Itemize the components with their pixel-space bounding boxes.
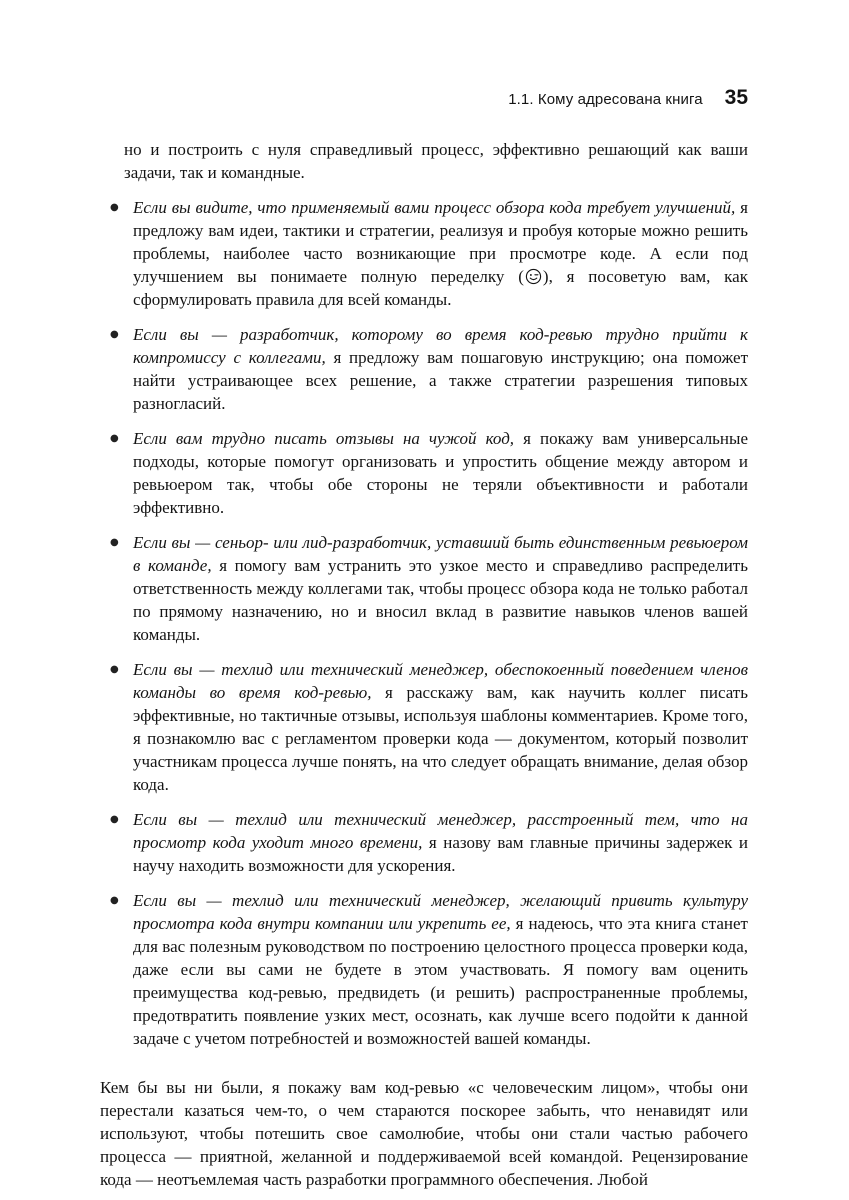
bullet-lead: Если вы — сеньор- или лид-разработчик, уставший быть единственным ревьюером в команде, [133, 533, 748, 575]
bullet-paragraph [133, 531, 748, 646]
bullet-lead: Если вам трудно писать отзывы на чужой код, [133, 429, 515, 448]
closing-paragraph: Кем бы вы ни были, я покажу вам код-ревью «с человеческим лицом», чтобы они перестали казаться чем-то, о чем стараются поскорее забыть, что ненавидят или используют, чтобы потешить свое самолюбие, чтобы они стали частью рабочего процесса — приятной, желанной и поддерживаемой всей командой. Рецензирование кода — неотъемлемая часть разработки программного обеспечения. Любой [100, 1078, 748, 1189]
list-item [110, 531, 748, 646]
bullet-text: я назову вам главные причины задержек и научу находить возможности для ускорения. [133, 833, 748, 875]
bullet-lead: Если вы — техлид или технический менеджер, обеспокоенный поведением членов команды во время код-ревью, [133, 660, 748, 702]
list-item [110, 889, 748, 1050]
bullet-paragraph [133, 658, 748, 796]
list-item [110, 808, 748, 877]
bullet-lead: Если вы — техлид или технический менеджер, желающий привить культуру просмотра кода внутри компании или укрепить ее, [133, 891, 748, 933]
page-number: 35 [724, 86, 748, 109]
bullet-text: я предложу вам пошаговую инструкцию; она поможет найти устраивающее всех решение, а также стратегии разрешения типовых разногласий. [133, 348, 748, 413]
bullet-marker: ● [110, 329, 119, 340]
list-item [110, 323, 748, 415]
list-item [110, 427, 748, 519]
bullet-text: я предложу вам идеи, тактики и стратегии, реализуя и пробуя которые можно решить проблемы, наиболее часто возникающие при просмотре коде. А если под улучшением вы понимаете полную переделку ( [133, 198, 748, 286]
bullet-marker: ● [110, 537, 119, 548]
winking-face-emoji-icon [525, 268, 542, 285]
continuation-paragraph: но и построить с нуля справедливый процесс, эффективно решающий как ваши задачи, так и командные. [124, 140, 748, 182]
bullet-lead: Если вы — разработчик, которому во время код-ревью трудно прийти к компромиссу с коллегами, [133, 325, 748, 367]
bullet-lead: Если вы — техлид или технический менеджер, расстроенный тем, что на просмотр кода уходит много времени, [133, 810, 748, 852]
bullet-marker: ● [110, 433, 119, 444]
list-item [110, 196, 748, 311]
running-header-title: 1.1. Кому адресована книга [508, 91, 703, 108]
bullet-text: я расскажу вам, как научить коллег писать эффективные, но тактичные отзывы, используя шаблоны комментариев. Кроме того, я познакомлю вас с регламентом проверки кода — документом, который позволит участникам процесса лучше понять, на что следует обращать внимание, делая обзор кода. [133, 683, 748, 794]
page-content [0, 86, 849, 1191]
bullet-marker: ● [110, 895, 119, 906]
bullet-paragraph [133, 323, 748, 415]
bullet-marker: ● [110, 664, 119, 675]
bullet-marker: ● [110, 202, 119, 213]
list-item [110, 658, 748, 796]
running-header [100, 86, 748, 110]
bullet-paragraph [133, 889, 748, 1050]
bullet-paragraph [133, 808, 748, 877]
bullet-marker: ● [110, 814, 119, 825]
bullet-paragraph [133, 427, 748, 519]
bullet-text: я помогу вам устранить это узкое место и справедливо распределить ответственность между коллегами так, чтобы процесс обзора кода не только работал по прямому назначению, но и вносил вклад в развитие навыков членов вашей команды. [133, 556, 748, 644]
bullet-text: я покажу вам универсальные подходы, которые помогут организовать и упростить общение между автором и ревьюером так, чтобы обе стороны не теряли объективности и работали эффективно. [133, 429, 748, 517]
bullet-list [100, 196, 748, 1050]
bullet-paragraph [133, 196, 748, 311]
bullet-text: ), я посоветую вам, как сформулировать правила для всей команды. [133, 267, 748, 309]
bullet-text: я надеюсь, что эта книга станет для вас полезным руководством по построению целостного процесса проверки кода, даже если вы сами не будете в этом участвовать. Я помогу вам оценить преимущества код-ревью, предвидеть (и решить) распространенные проблемы, предотвратить появление узких мест, осознать, как лучше всего подойти к данной задаче с учетом потребностей и возможностей вашей команды. [133, 914, 748, 1048]
bullet-lead: Если вы видите, что применяемый вами процесс обзора кода требует улучшений, [133, 198, 736, 217]
